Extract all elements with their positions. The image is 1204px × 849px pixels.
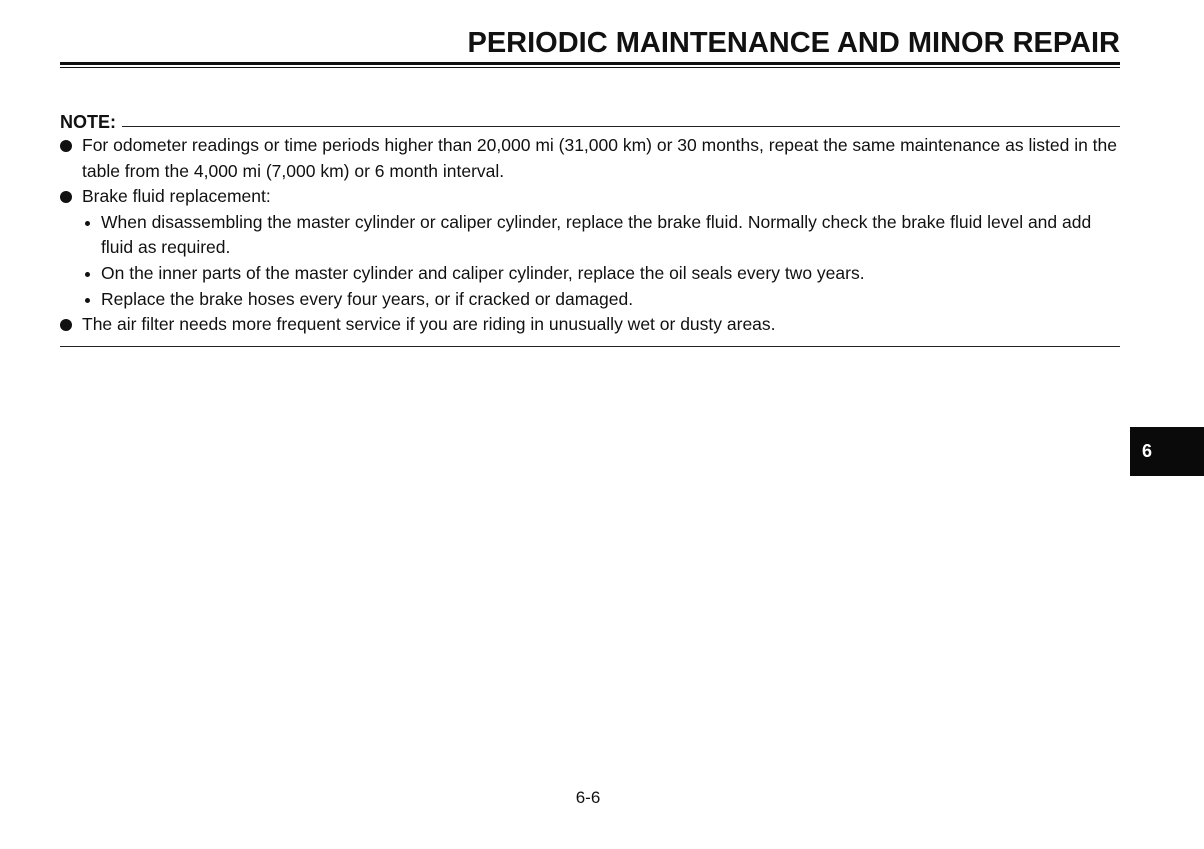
note-item-air-filter xyxy=(60,312,1122,338)
note-item-text: The air filter needs more frequent service if you are riding in unusually wet or dusty areas. xyxy=(82,314,776,335)
bullet-icon xyxy=(60,319,72,331)
header-rule-thin xyxy=(60,67,1120,68)
note-subitem-master-cylinder xyxy=(60,210,1122,261)
note-item-odometer xyxy=(60,133,1122,184)
sub-bullet-icon xyxy=(85,221,90,226)
bullet-icon xyxy=(60,191,72,203)
note-subitem-text: When disassembling the master cylinder or caliper cylinder, replace the brake fluid. Normally check the brake fluid level and add fluid as required. xyxy=(101,211,1092,258)
header-rule-thick xyxy=(60,62,1120,65)
note-label: NOTE: xyxy=(60,112,116,132)
note-rule-bottom xyxy=(60,346,1120,347)
section-tab xyxy=(1130,427,1204,476)
note-rule-top xyxy=(122,126,1120,127)
note-subitem-text: On the inner parts of the master cylinder and caliper cylinder, replace the oil seals every two years. xyxy=(101,262,865,283)
bullet-icon xyxy=(60,140,72,152)
note-subitem-brake-hoses xyxy=(60,287,1122,313)
note-body xyxy=(60,133,1122,338)
note-item-text: Brake fluid replacement: xyxy=(82,186,271,207)
page-number: 6-6 xyxy=(575,788,601,807)
note-subitem-oil-seals xyxy=(60,261,1122,287)
note-subitem-text: Replace the brake hoses every four years, or if cracked or damaged. xyxy=(101,288,634,309)
sub-bullet-icon xyxy=(85,298,90,303)
sub-bullet-icon xyxy=(85,272,90,277)
page-title: PERIODIC MAINTENANCE AND MINOR REPAIR xyxy=(467,27,1120,59)
note-item-brake-fluid xyxy=(60,184,1122,210)
note-item-text: For odometer readings or time periods higher than 20,000 mi (31,000 km) or 30 months, repeat the same maintenance as listed in the table from the 4,000 mi (7,000 km) or 6 month interval. xyxy=(82,135,1118,181)
section-tab-label: 6 xyxy=(1142,441,1153,461)
